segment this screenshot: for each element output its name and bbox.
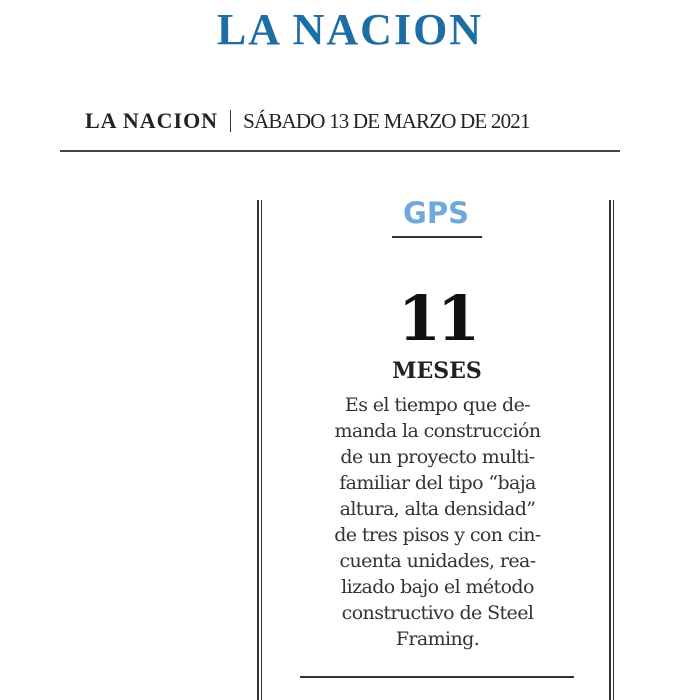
dateline-separator bbox=[230, 110, 231, 132]
body-line: Framing. bbox=[395, 628, 480, 650]
body-line: familiar del tipo “baja bbox=[339, 472, 536, 494]
body-line: de tres pisos y con cin- bbox=[334, 524, 541, 546]
header-rule bbox=[60, 150, 620, 152]
bottom-rule bbox=[300, 676, 574, 678]
column-border-left bbox=[257, 200, 262, 700]
dateline bbox=[85, 108, 625, 134]
dateline-brand: LA NACION bbox=[85, 108, 219, 133]
body-line: lizado bajo el método bbox=[341, 576, 534, 598]
body-line: de un proyecto multi- bbox=[340, 446, 535, 468]
section-underline bbox=[392, 236, 482, 238]
body-line: altura, alta densidad” bbox=[339, 498, 536, 520]
body-line: Es el tiempo que de- bbox=[344, 394, 531, 416]
body-line: manda la construcción bbox=[334, 420, 541, 442]
section-label: GPS bbox=[403, 196, 469, 230]
masthead-logo: LA NACION bbox=[216, 5, 484, 54]
highlight-figure: 11 bbox=[397, 282, 477, 355]
body-line: constructivo de Steel bbox=[341, 602, 534, 624]
article-body bbox=[280, 392, 595, 652]
body-line: cuenta unidades, rea- bbox=[339, 550, 536, 572]
column-border-right bbox=[609, 200, 614, 700]
dateline-date: SÁBADO 13 DE MARZO DE 2021 bbox=[243, 108, 530, 133]
figure-unit: MESES bbox=[392, 358, 482, 384]
